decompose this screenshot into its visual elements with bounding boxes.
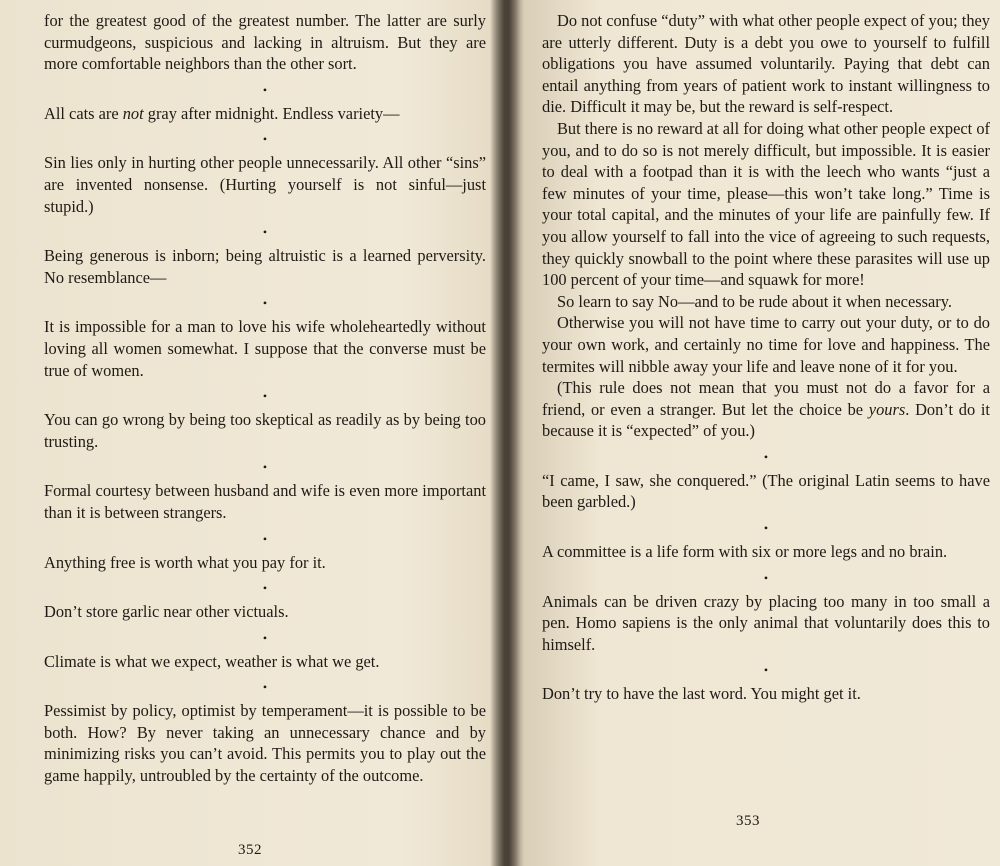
paragraph: Don’t try to have the last word. You might get it. — [542, 684, 861, 704]
paragraph: All cats are not gray after midnight. Endless variety— — [44, 103, 400, 123]
paragraph: Otherwise you will not have time to carry out your duty, or to do your own work, and certainly no time for love and happiness. The termites will nibble away your life and leave none of it for you. — [542, 313, 990, 376]
aphorism — [44, 700, 486, 786]
aphorism — [542, 10, 990, 442]
paragraph: for the greatest good of the greatest number. The latter are surly curmudgeons, suspicious and lacking in altruism. But they are more comfortable neighbors than the other sort. — [44, 11, 486, 74]
separator-bullet: • — [262, 389, 268, 404]
separator-bullet: • — [262, 296, 268, 311]
paragraph: Formal courtesy between husband and wife is even more important than it is between strangers. — [44, 481, 486, 522]
paragraph: But there is no reward at all for doing what other people expect of you, and to do so is not merely difficult, but impossible. It is easier to deal with a footpad than it is with the leech who wants “just a few minutes of your time, please—this won’t take long.” Time is your total capital, and the minutes of your life are painfully few. If you allow yourself to fall into the vice of agreeing to such requests, they quickly snowball to the point where these parasites will use up 100 percent of your time—and squawk for more! — [542, 118, 990, 290]
aphorism — [44, 152, 486, 217]
aphorism — [44, 480, 486, 523]
aphorism — [44, 10, 486, 75]
paragraph: Pessimist by policy, optimist by temperament—it is possible to be both. How? By never taking an unnecessary chance and by minimizing risks you can’t avoid. This permits you to play out the game happily, untroubled by the certainty of the outcome. — [44, 701, 486, 786]
separator-bullet: • — [262, 680, 268, 695]
aphorism — [542, 591, 990, 656]
paragraph: Animals can be driven crazy by placing too many in too small a pen. Homo sapiens is the only animal that voluntarily does this to himself. — [542, 591, 990, 654]
aphorism — [44, 409, 486, 452]
aphorism — [542, 541, 990, 563]
separator-bullet: • — [262, 132, 268, 147]
left-page-text — [44, 10, 486, 787]
right-page — [514, 0, 1000, 866]
paragraph: Do not confuse “duty” with what other people expect of you; they are utterly different. Duty is a debt you owe to yourself to fulfill obligations you have assumed voluntarily. Paying that debt can entail anything from years of patient work to instant willingness to die. Difficult it may be, but the reward is self-respect. — [542, 11, 990, 117]
paragraph: Don’t store garlic near other victuals. — [44, 602, 289, 622]
aphorism — [44, 601, 486, 623]
paragraph: Anything free is worth what you pay for it. — [44, 552, 326, 572]
paragraph: So learn to say No—and to be rude about it when necessary. — [557, 291, 952, 311]
separator-bullet: • — [763, 570, 769, 585]
aphorism — [44, 651, 486, 673]
separator-bullet: • — [763, 449, 769, 464]
separator-bullet: • — [262, 460, 268, 475]
separator-bullet: • — [262, 225, 268, 240]
aphorism — [542, 470, 990, 513]
paragraph: Climate is what we expect, weather is what we get. — [44, 651, 380, 671]
page-number: 352 — [238, 842, 262, 858]
separator-bullet: • — [262, 82, 268, 97]
separator-bullet: • — [262, 630, 268, 645]
aphorism — [44, 245, 486, 288]
aphorism — [44, 316, 486, 381]
aphorism — [44, 103, 486, 125]
separator-bullet: • — [262, 531, 268, 546]
aphorism — [542, 683, 990, 705]
paragraph: “I came, I saw, she conquered.” (The original Latin seems to have been garbled.) — [542, 470, 990, 512]
paragraph: It is impossible for a man to love his wife wholeheartedly without loving all women somewhat. I suppose that the converse must be true of women. — [44, 317, 486, 380]
paragraph: You can go wrong by being too skeptical as readily as by being too trusting. — [44, 410, 486, 451]
separator-bullet: • — [763, 521, 769, 536]
paragraph: (This rule does not mean that you must not do a favor for a friend, or even a stranger. But let the choice be yours. Don’t do it because it is “expected” of you.) — [542, 378, 990, 441]
separator-bullet: • — [763, 663, 769, 678]
paragraph: Being generous is inborn; being altruistic is a learned perversity. No resemblance— — [44, 246, 486, 287]
paragraph: A committee is a life form with six or more legs and no brain. — [542, 542, 948, 562]
aphorism — [44, 552, 486, 574]
page-number: 353 — [736, 813, 760, 829]
right-page-text — [542, 10, 990, 705]
paragraph: Sin lies only in hurting other people unnecessarily. All other “sins” are invented nonsense. (Hurting yourself is not sinful—just stupid.) — [44, 153, 486, 216]
separator-bullet: • — [262, 581, 268, 596]
